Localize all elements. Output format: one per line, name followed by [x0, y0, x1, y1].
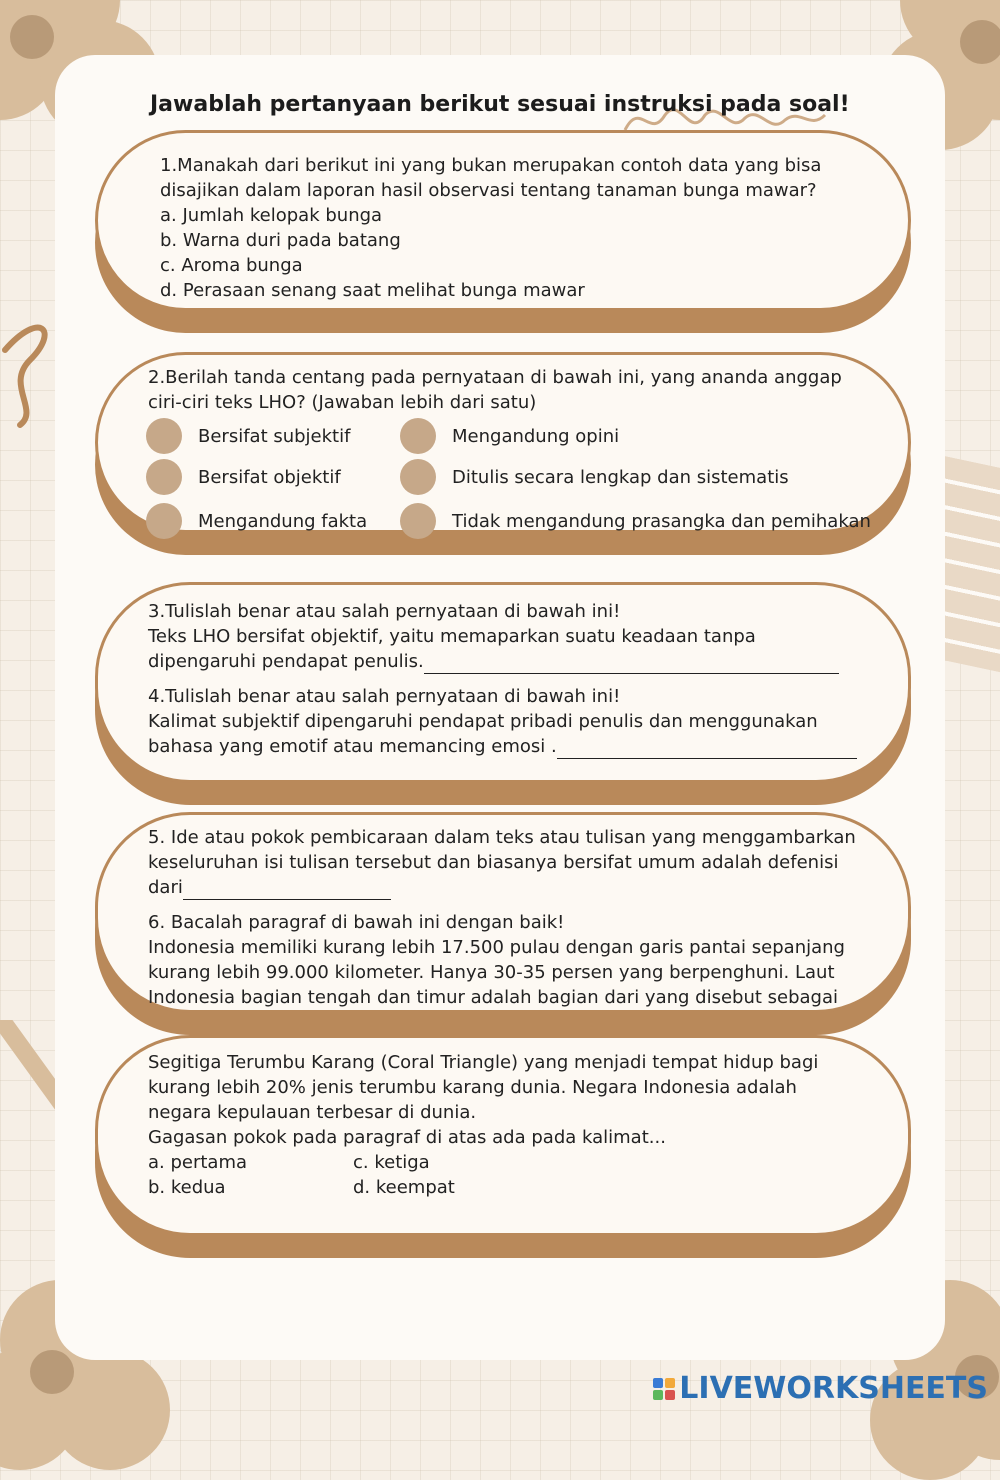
checkbox-circle-icon[interactable]	[146, 459, 182, 495]
swirl-decoration	[0, 290, 60, 430]
question-2-option-left-2[interactable]	[146, 459, 341, 495]
question-3-text-line2: Teks LHO bersifat objektif, yaitu memaparkan suatu keadaan tanpa	[148, 626, 756, 647]
question-1-option-a[interactable]: a. Jumlah kelopak bunga	[160, 205, 383, 226]
page-title: Jawablah pertanyaan berikut sesuai instruksi pada soal!	[150, 92, 850, 117]
question-2-text-line1: 2.Berilah tanda centang pada pernyataan di bawah ini, yang ananda anggap	[148, 367, 842, 388]
question-6-cont-line4: Gagasan pokok pada paragraf di atas ada pada kalimat...	[148, 1127, 666, 1148]
question-1-option-c[interactable]: c. Aroma bunga	[160, 255, 303, 276]
question-2-option-left-1[interactable]	[146, 418, 350, 454]
question-6-cont-line3: negara kepulauan terbesar di dunia.	[148, 1102, 477, 1123]
liveworksheets-logo-text: LIVEWORKSHEETS	[679, 1371, 988, 1406]
question-6-text-line2: Indonesia memiliki kurang lebih 17.500 pulau dengan garis pantai sepanjang	[148, 937, 845, 958]
question-5-6-card	[95, 812, 911, 1013]
question-2-card	[95, 352, 911, 533]
question-4-text-line1: 4.Tulislah benar atau salah pernyataan di bawah ini!	[148, 686, 621, 707]
checkbox-circle-icon[interactable]	[400, 503, 436, 539]
question-1-text-line1: 1.Manakah dari berikut ini yang bukan merupakan contoh data yang bisa	[160, 155, 822, 176]
question-1-option-d[interactable]: d. Perasaan senang saat melihat bunga mawar	[160, 280, 585, 301]
question-2-option-left-3[interactable]	[146, 503, 367, 539]
question-2-option-right-2[interactable]	[400, 459, 789, 495]
option-label: Tidak mengandung prasangka dan pemihakan	[452, 510, 871, 532]
checkbox-circle-icon[interactable]	[146, 503, 182, 539]
question-5-text-line1: 5. Ide atau pokok pembicaraan dalam teks atau tulisan yang menggambarkan	[148, 827, 856, 848]
question-5-text-line2: keseluruhan isi tulisan tersebut dan biasanya bersifat umum adalah defenisi	[148, 852, 839, 873]
question-6-cont-line1: Segitiga Terumbu Karang (Coral Triangle) yang menjadi tempat hidup bagi	[148, 1052, 819, 1073]
question-6-cont-line2: kurang lebih 20% jenis terumbu karang dunia. Negara Indonesia adalah	[148, 1077, 797, 1098]
question-5-text-line3: dari	[148, 875, 856, 900]
question-1-option-b[interactable]: b. Warna duri pada batang	[160, 230, 401, 251]
question-3-text-line3: dipengaruhi pendapat penulis.	[148, 649, 857, 674]
option-label: Mengandung fakta	[198, 510, 368, 532]
option-label: Ditulis secara lengkap dan sistematis	[452, 466, 789, 488]
question-2-text-line2: ciri-ciri teks LHO? (Jawaban lebih dari satu)	[148, 392, 537, 413]
question-5-answer-input[interactable]	[183, 881, 391, 900]
question-6-text-line1: 6. Bacalah paragraf di bawah ini dengan baik!	[148, 912, 565, 933]
checkbox-circle-icon[interactable]	[146, 418, 182, 454]
question-2-option-right-1[interactable]	[400, 418, 619, 454]
question-6-text-line3: kurang lebih 99.000 kilometer. Hanya 30-35 persen yang berpenghuni. Laut	[148, 962, 835, 983]
question-1-card	[95, 130, 911, 311]
option-label: Bersifat subjektif	[198, 425, 351, 447]
question-4-answer-input[interactable]	[557, 740, 857, 759]
checkbox-circle-icon[interactable]	[400, 418, 436, 454]
option-label: Mengandung opini	[452, 425, 620, 447]
question-4-text-line3: bahasa yang emotif atau memancing emosi .	[148, 734, 857, 759]
question-3-answer-input[interactable]	[424, 655, 839, 674]
liveworksheets-logo[interactable]	[653, 1371, 988, 1406]
question-1-text-line2: disajikan dalam laporan hasil observasi tentang tanaman bunga mawar?	[160, 180, 817, 201]
checkbox-circle-icon[interactable]	[400, 459, 436, 495]
question-4-text-line2: Kalimat subjektif dipengaruhi pendapat pribadi penulis dan menggunakan	[148, 711, 818, 732]
question-6-option-d[interactable]: d. keempat	[353, 1177, 455, 1198]
question-3-4-card	[95, 582, 911, 783]
question-6-continued-card	[95, 1035, 911, 1236]
question-6-option-b[interactable]: b. kedua	[148, 1177, 226, 1198]
liveworksheets-logo-icon	[653, 1378, 675, 1400]
option-label: Bersifat objektif	[198, 466, 341, 488]
question-3-text-line1: 3.Tulislah benar atau salah pernyataan di bawah ini!	[148, 601, 621, 622]
question-6-option-c[interactable]: c. ketiga	[353, 1152, 430, 1173]
question-2-option-right-3[interactable]	[400, 503, 871, 539]
question-6-text-line4: Indonesia bagian tengah dan timur adalah bagian dari yang disebut sebagai	[148, 987, 839, 1008]
question-6-option-a[interactable]: a. pertama	[148, 1152, 248, 1173]
